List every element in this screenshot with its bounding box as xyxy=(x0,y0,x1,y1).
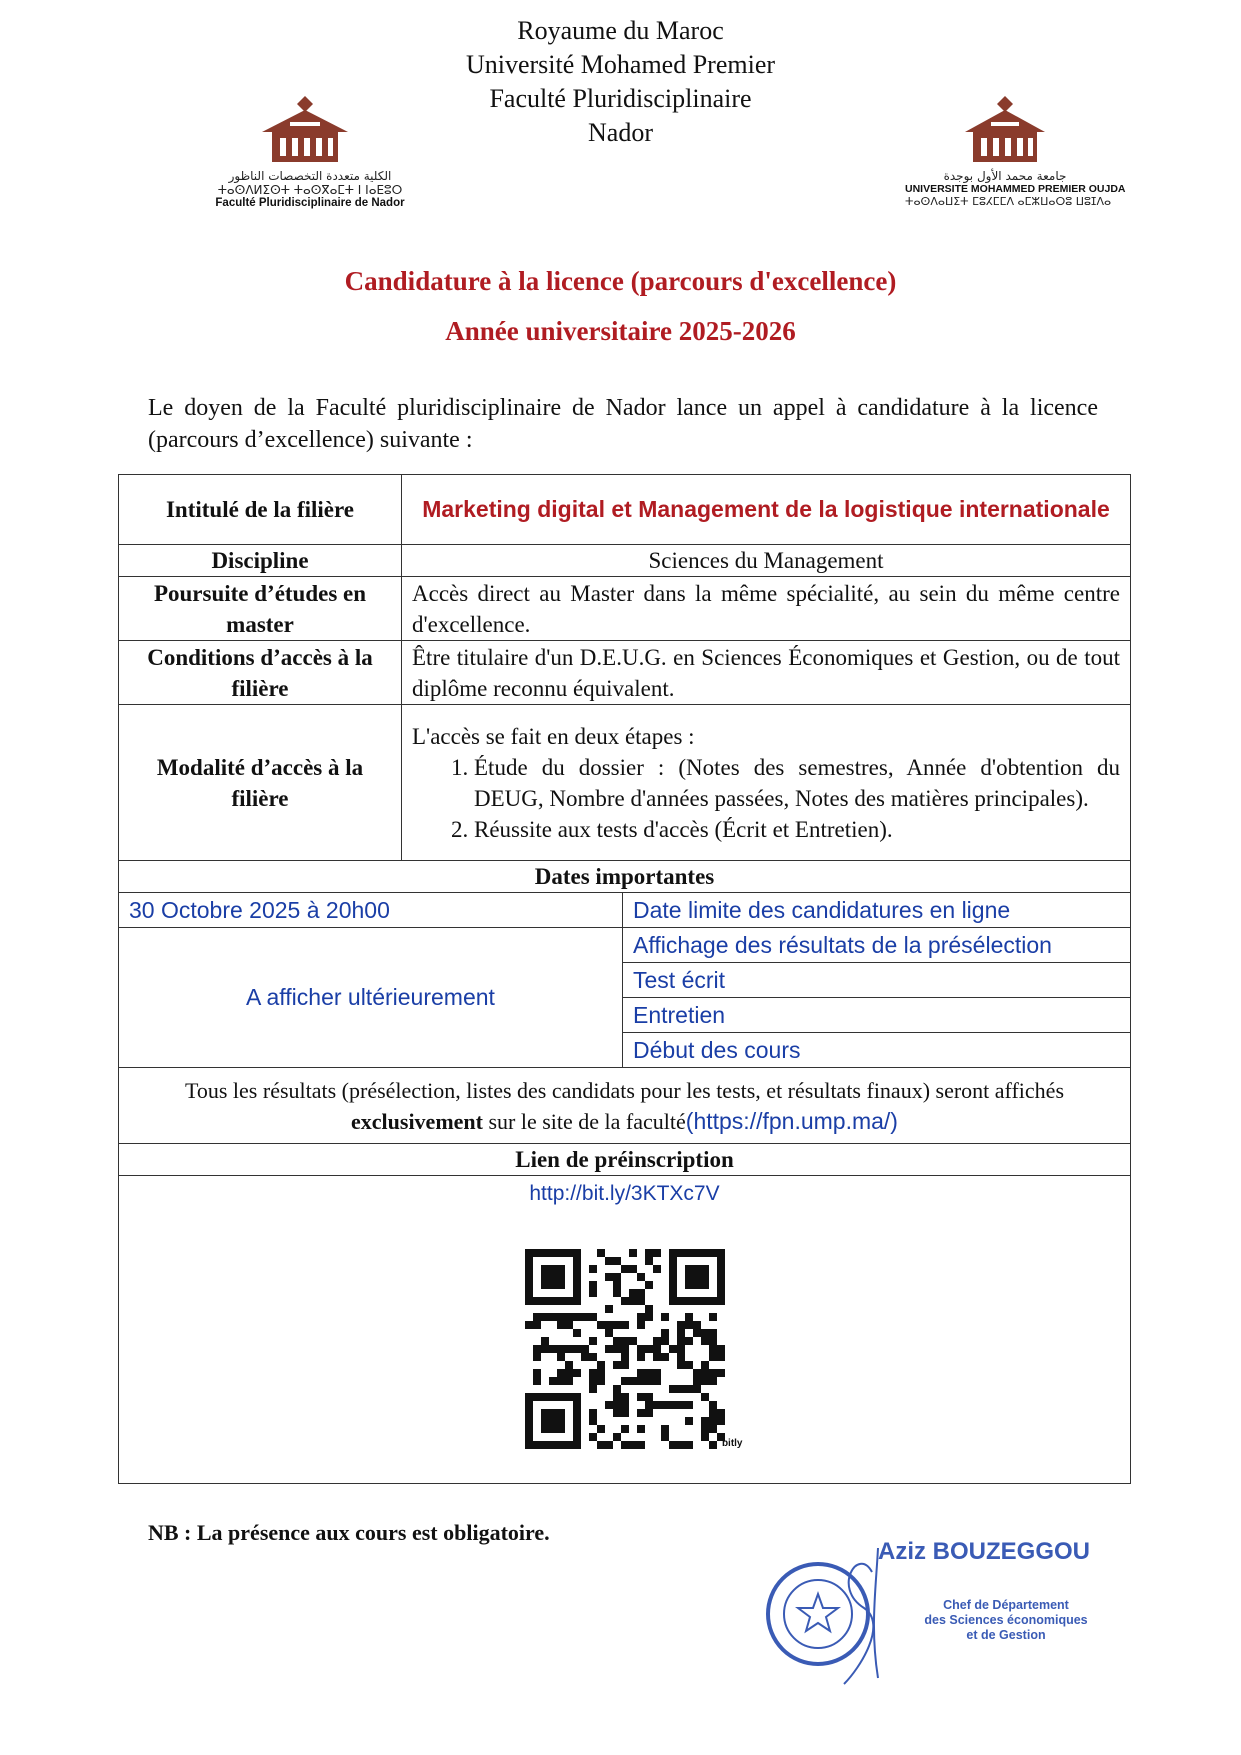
qr-code-icon xyxy=(509,1249,741,1449)
preinscription-cell xyxy=(119,1176,1131,1484)
faculty-logo xyxy=(190,92,430,232)
university-logo-arabic: جامعة محمد الأول بوجدة xyxy=(943,169,1067,183)
faculty-logo-french: Faculté Pluridisciplinaire de Nador xyxy=(215,197,405,209)
signature-title xyxy=(896,1598,1116,1643)
modalite-intro: L'accès se fait en deux étapes : xyxy=(412,723,695,749)
results-note xyxy=(119,1068,1131,1144)
poursuite-label: Poursuite d’études en master xyxy=(119,577,402,641)
signature-name: Aziz BOUZEGGOU xyxy=(878,1538,1091,1565)
signature-title-line3: et de Gestion xyxy=(966,1628,1046,1642)
faculty-logo-arabic: الكلية متعددة التخصصات الناظور xyxy=(228,169,392,183)
deadline-date: 30 Octobre 2025 à 20h00 xyxy=(119,893,623,928)
conditions-value: Être titulaire d'un D.E.U.G. en Sciences Économiques et Gestion, ou de tout diplôme reconnu équivalent. xyxy=(402,641,1131,705)
dates-heading: Dates importantes xyxy=(119,861,1131,893)
table-row-preinscription-heading xyxy=(119,1144,1131,1176)
later-event-preselection: Affichage des résultats de la présélection xyxy=(623,928,1131,963)
nb-note: NB : La présence aux cours est obligatoire. xyxy=(148,1520,550,1545)
signature-stamp xyxy=(760,1528,1120,1698)
modalite-step-1: 1. Étude du dossier : (Notes des semestres, Année d'obtention du DEUG, Nombre d'années passées, Notes des matières principales). xyxy=(474,752,1120,814)
results-note-bold: exclusivement xyxy=(351,1108,483,1134)
table-row-modalite xyxy=(119,705,1131,861)
faculty-website-link[interactable]: (https://fpn.ump.ma/) xyxy=(685,1107,898,1134)
qr-caption: bitly xyxy=(721,1438,743,1449)
preinscription-heading: Lien de préinscription xyxy=(119,1144,1131,1176)
header-line-faculty: Faculté Pluridisciplinaire xyxy=(489,84,752,113)
header-line-city: Nador xyxy=(588,118,653,147)
table-row-deadline xyxy=(119,893,1131,928)
table-row-conditions xyxy=(119,641,1131,705)
deadline-event: Date limite des candidatures en ligne xyxy=(623,893,1131,928)
later-date: A afficher ultérieurement xyxy=(119,928,623,1068)
results-note-after: sur le site de la faculté xyxy=(482,1108,686,1134)
modalite-step-2: 2. Réussite aux tests d'accès (Écrit et Entretien). xyxy=(474,814,1120,845)
filiere-value: Marketing digital et Management de la logistique internationale xyxy=(402,475,1131,545)
table-row-later-1 xyxy=(119,928,1131,963)
modalite-label: Modalité d’accès à la filière xyxy=(119,705,402,861)
modalite-value xyxy=(402,705,1131,861)
table-row-preinscription xyxy=(119,1176,1131,1484)
discipline-value: Sciences du Management xyxy=(402,545,1131,577)
page-subtitle-year: Année universitaire 2025-2026 xyxy=(445,316,796,346)
page-title: Candidature à la licence (parcours d'excellence) xyxy=(344,266,897,296)
table-row-dates-heading xyxy=(119,861,1131,893)
faculty-logo-tifinagh: ⵜⴰⵙⴷⵍⵉⵙⵜ ⵜⴰⵙⴳⴰⵎⵜ ⵏ ⵏⴰⴹⵓⵔ xyxy=(217,183,403,197)
university-logo-tifinagh: ⵜⴰⵙⴷⴰⵡⵉⵜ ⵎⵓⵃⵎⵎⴷ ⴰⵎⵣⵡⴰⵔⵓ ⵡⵓⵊⴷⴰ xyxy=(905,195,1112,208)
table-row-results-note xyxy=(119,1068,1131,1144)
faculty-emblem-icon xyxy=(190,92,430,164)
qr-code[interactable] xyxy=(505,1249,745,1459)
later-event-test: Test écrit xyxy=(623,963,1131,998)
university-logo-french: UNIVERSITE MOHAMMED PREMIER OUJDA xyxy=(905,183,1126,195)
later-event-interview: Entretien xyxy=(623,998,1131,1033)
signature-title-line1: Chef de Département xyxy=(943,1598,1069,1612)
university-emblem-icon xyxy=(905,92,1105,164)
table-row-discipline xyxy=(119,545,1131,577)
program-table xyxy=(118,474,1131,1484)
filiere-label: Intitulé de la filière xyxy=(119,475,402,545)
table-row-filiere xyxy=(119,475,1131,545)
results-note-before: Tous les résultats (présélection, listes des candidats pour les tests, et résultats finaux) seront affichés xyxy=(184,1077,1065,1103)
discipline-label: Discipline xyxy=(119,545,402,577)
header-line-university: Université Mohamed Premier xyxy=(465,50,776,79)
conditions-label: Conditions d’accès à la filière xyxy=(119,641,402,705)
table-row-poursuite xyxy=(119,577,1131,641)
poursuite-value: Accès direct au Master dans la même spécialité, au sein du même centre d'excellence. xyxy=(402,577,1131,641)
later-event-start: Début des cours xyxy=(623,1033,1131,1068)
university-logo xyxy=(905,92,1126,232)
modalite-steps xyxy=(412,752,1120,845)
intro-paragraph: Le doyen de la Faculté pluridisciplinaire de Nador lance un appel à candidature à la licence (parcours d’excellence) suivante : xyxy=(148,395,1098,453)
header-line-kingdom: Royaume du Maroc xyxy=(517,16,724,45)
signature-title-line2: des Sciences économiques xyxy=(924,1613,1088,1627)
preinscription-link[interactable]: http://bit.ly/3KTXc7V xyxy=(529,1182,720,1205)
